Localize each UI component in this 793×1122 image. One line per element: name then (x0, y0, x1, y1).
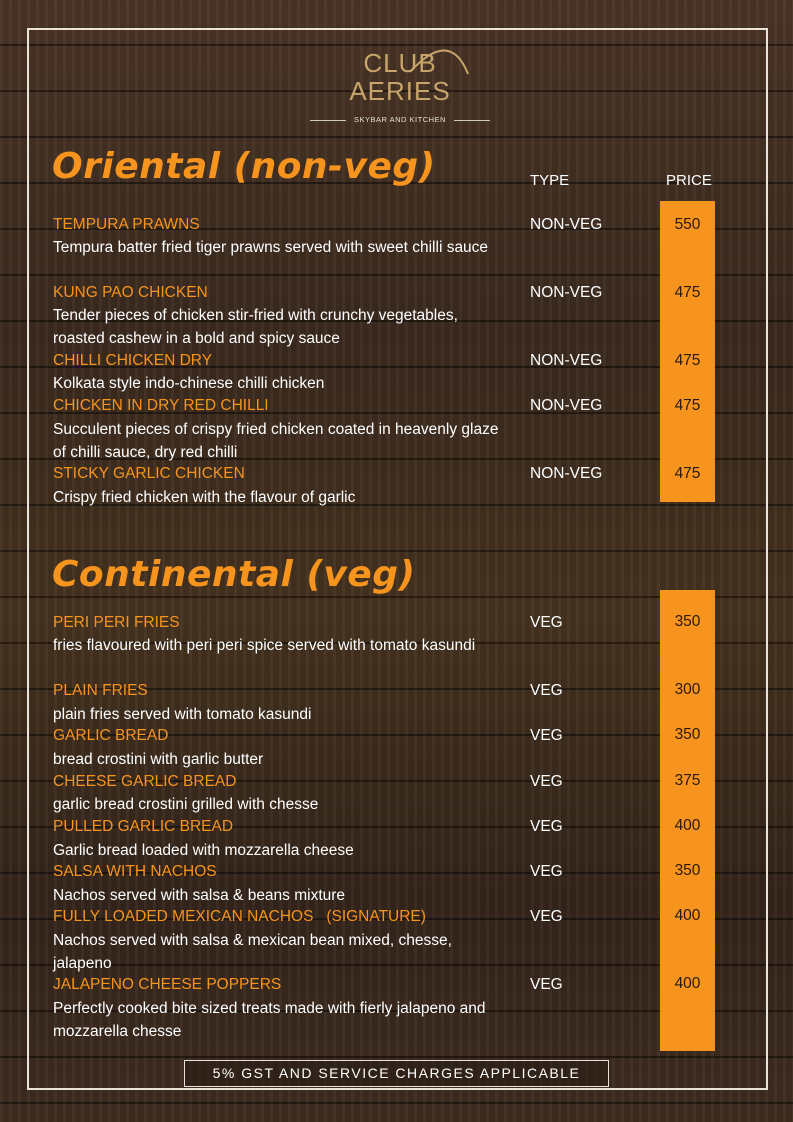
item-name: CHILLI CHICKEN DRY (53, 352, 213, 369)
item-type: VEG (530, 976, 563, 993)
item-price: 350 (674, 613, 701, 630)
item-price: 350 (674, 862, 701, 879)
item-price: 400 (674, 907, 701, 924)
item-price: 400 (674, 817, 701, 834)
item-price: 550 (674, 216, 701, 233)
item-name: PLAIN FRIES (53, 682, 148, 699)
item-price: 475 (674, 352, 701, 369)
item-type: NON-VEG (530, 397, 603, 414)
item-price: 475 (674, 465, 701, 482)
item-type: NON-VEG (530, 216, 603, 233)
tax-notice: 5% GST AND SERVICE CHARGES APPLICABLE (184, 1060, 609, 1087)
section-title-oriental: Oriental (non-veg) (52, 146, 436, 187)
item-type: NON-VEG (530, 465, 603, 482)
item-type: VEG (530, 908, 563, 925)
item-type: VEG (530, 818, 563, 835)
item-name: STICKY GARLIC CHICKEN (53, 465, 245, 482)
item-name: FULLY LOADED MEXICAN NACHOS (SIGNATURE) (53, 908, 426, 925)
item-description: Nachos served with salsa & mexican bean mixed, chesse, jalapeno (53, 932, 452, 972)
section-title-continental: Continental (veg) (52, 554, 416, 595)
brand-tagline: SKYBAR AND KITCHEN (310, 115, 490, 124)
item-name: TEMPURA PRAWNS (53, 216, 200, 233)
item-description: plain fries served with tomato kasundi (53, 706, 312, 723)
item-name: JALAPENO CHEESE POPPERS (53, 976, 282, 993)
item-name: KUNG PAO CHICKEN (53, 284, 208, 301)
item-type: NON-VEG (530, 352, 603, 369)
column-header-price: PRICE (666, 172, 712, 189)
item-description: Tender pieces of chicken stir-fried with crunchy vegetables, roasted cashew in a bold and spicy sauce (53, 307, 458, 347)
item-description: bread crostini with garlic butter (53, 751, 264, 768)
item-type: NON-VEG (530, 284, 603, 301)
item-description: Nachos served with salsa & beans mixture (53, 887, 346, 904)
item-price: 350 (674, 726, 701, 743)
item-name: PULLED GARLIC BREAD (53, 818, 234, 835)
item-description: Garlic bread loaded with mozzarella cheese (53, 842, 354, 859)
item-type: VEG (530, 727, 563, 744)
item-price: 475 (674, 284, 701, 301)
item-type: VEG (530, 863, 563, 880)
column-header-type: TYPE (530, 172, 570, 189)
brand-line-2: AERIES (349, 76, 451, 106)
item-name: CHICKEN IN DRY RED CHILLI (53, 397, 269, 414)
brand-line-1: CLUB (363, 48, 437, 78)
item-type: VEG (530, 614, 563, 631)
item-type: VEG (530, 682, 563, 699)
item-type: VEG (530, 773, 563, 790)
item-name: CHEESE GARLIC BREAD (53, 773, 237, 790)
item-description: Kolkata style indo-chinese chilli chicken (53, 375, 325, 392)
item-description: garlic bread crostini grilled with chesse (53, 796, 319, 813)
item-description: Succulent pieces of crispy fried chicken coated in heavenly glaze of chilli sauce, dry red chilli (53, 421, 499, 461)
item-description: Perfectly cooked bite sized treats made with fierly jalapeno and mozzarella chesse (53, 1000, 486, 1040)
item-price: 400 (674, 975, 701, 992)
item-name: PERI PERI FRIES (53, 614, 180, 631)
brand-logo (300, 34, 500, 126)
item-price: 300 (674, 681, 701, 698)
item-name: GARLIC BREAD (53, 727, 169, 744)
item-price: 475 (674, 397, 701, 414)
item-name: SALSA WITH NACHOS (53, 863, 217, 880)
item-description: Tempura batter fried tiger prawns served with sweet chilli sauce (53, 239, 489, 256)
item-price: 375 (674, 772, 701, 789)
item-description: Crispy fried chicken with the flavour of garlic (53, 489, 356, 506)
item-description: fries flavoured with peri peri spice served with tomato kasundi (53, 637, 476, 654)
